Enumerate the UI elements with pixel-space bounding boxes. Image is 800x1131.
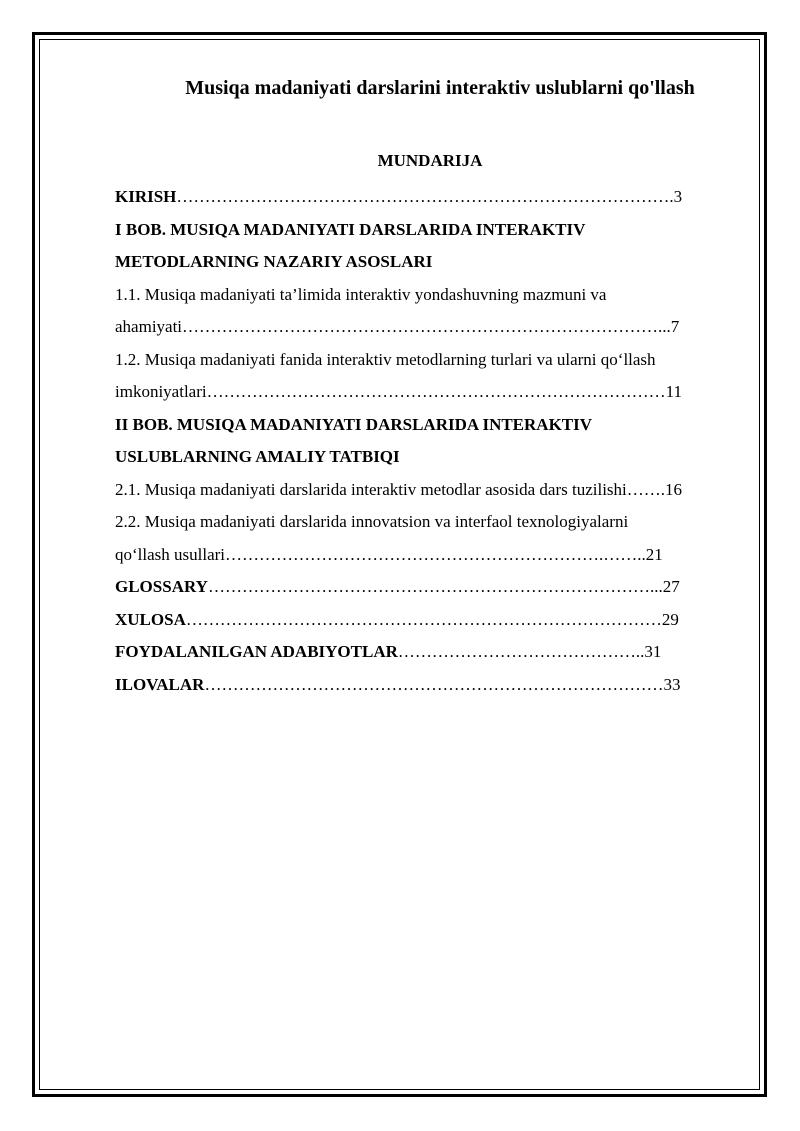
toc-entry-adabiyotlar [115, 636, 745, 669]
toc-entry-title: II BOB. MUSIQA MADANIYATI DARSLARIDA INTERAKTIV [115, 414, 593, 434]
toc-entry-title: ILOVALAR [115, 674, 205, 694]
toc-heading: MUNDARIJA [377, 151, 483, 170]
toc-entry-leader: ……………………………………………………………………...27 [207, 577, 680, 596]
toc-entry-leader: …………………………………………………………………………29 [185, 609, 679, 629]
page-content [115, 74, 745, 701]
toc-entry-leader: ………………………………………………………………………11 [206, 382, 682, 401]
toc-entry-title: 1.2. Musiqa madaniyati fanida interaktiv metodlarning turlari va ularni qo‘llash [115, 349, 656, 369]
toc-section-2-2-line-1 [115, 506, 745, 539]
document-title: Musiqa madaniyati darslarini interaktiv uslublarni qo'llash [185, 77, 695, 99]
toc-entry-title: I BOB. MUSIQA MADANIYATI DARSLARIDA INTERAKTIV [115, 219, 586, 239]
toc-entry-title: XULOSA [115, 609, 186, 629]
toc-entry-title: 1.1. Musiqa madaniyati ta’limida interaktiv yondashuvning mazmuni va [115, 284, 607, 304]
toc-entry-title: qo‘llash usullari [115, 544, 226, 564]
toc-section-1-1-line-2 [115, 311, 745, 344]
toc-entry-title: KIRISH [115, 187, 177, 206]
toc-entry-title: 2.2. Musiqa madaniyati darslarida innovatsion va interfaol texnologiyalarni [115, 512, 629, 531]
toc-entry-leader: ………………………………………………………….……..21 [225, 544, 663, 564]
toc-section-2-2-line-2 [115, 539, 745, 572]
toc-entry-title: FOYDALANILGAN ADABIYOTLAR [115, 642, 398, 661]
toc-entry-leader: …………………………………………………………………………...7 [182, 317, 680, 336]
toc-entry-leader: …….16 [626, 479, 683, 499]
toc-entry-title: USLUBLARNING AMALIY TATBIQI [115, 447, 400, 466]
toc-section-1-1-line-1 [115, 279, 745, 312]
toc-entry-title: METODLARNING NAZARIY ASOSLARI [115, 252, 433, 271]
toc-chapter-1-line-1 [115, 214, 745, 247]
toc-entry-title: imkoniyatlari [115, 382, 207, 401]
toc-section-1-2-line-2 [115, 376, 745, 409]
toc-entry-glossary [115, 571, 745, 604]
toc-entry-leader: ……………………………………..31 [397, 642, 662, 661]
toc-entry-title: ahamiyati [115, 317, 183, 336]
toc-entry-xulosa [115, 604, 745, 637]
toc-entry-title: 2.1. Musiqa madaniyati darslarida interaktiv metodlar asosida dars tuzilishi [115, 479, 627, 499]
toc-chapter-2-line-2 [115, 441, 745, 474]
toc-chapter-2-line-1 [115, 409, 745, 442]
toc-entry-leader: …………………………………………………………………………….3 [176, 187, 683, 206]
toc-entry-kirish [115, 181, 745, 214]
toc-section-1-2-line-1 [115, 344, 745, 377]
table-of-contents [115, 181, 745, 701]
toc-entry-title: GLOSSARY [115, 577, 208, 596]
toc-chapter-1-line-2 [115, 246, 745, 279]
toc-entry-leader: ………………………………………………………………………33 [204, 674, 681, 694]
toc-section-2-1 [115, 474, 745, 507]
toc-entry-ilovalar [115, 669, 745, 702]
